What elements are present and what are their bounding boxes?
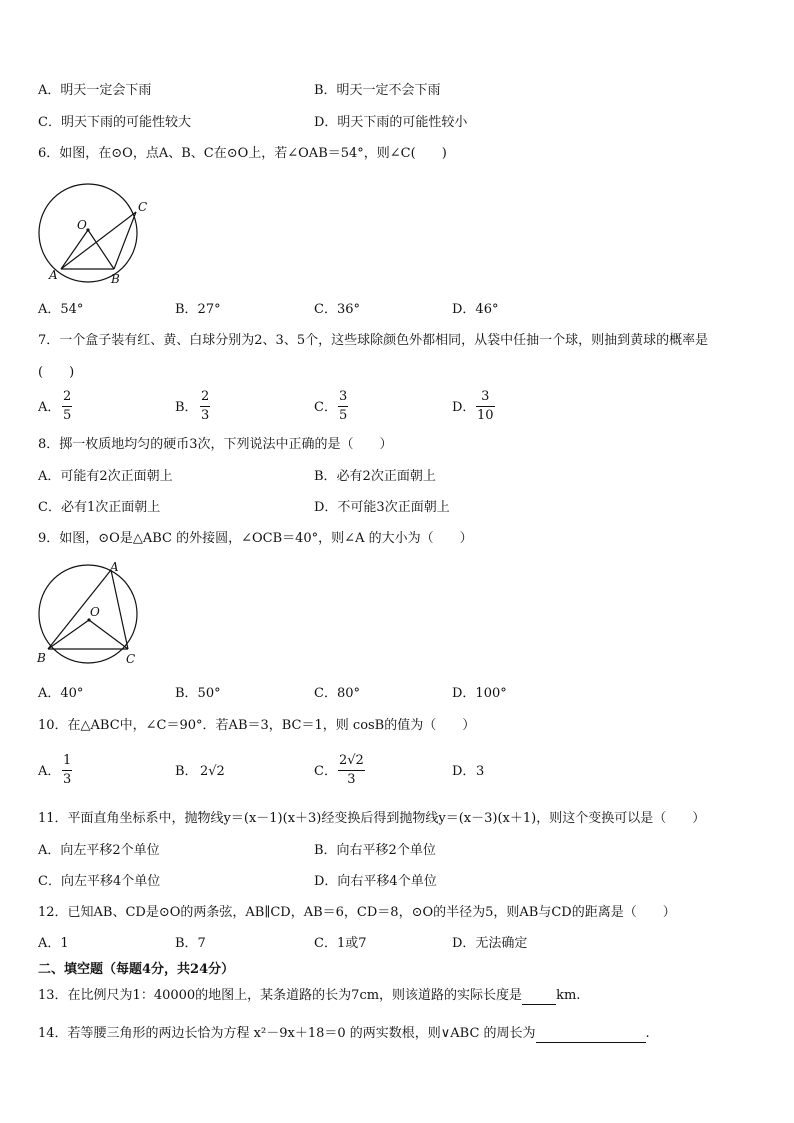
q5-option-a: A．明天一定会下雨 xyxy=(38,83,152,98)
q6-segment-ob xyxy=(88,230,114,269)
q6-option-c: C．36° xyxy=(314,302,360,317)
q13-answer-blank[interactable] xyxy=(522,1004,556,1005)
q6-option-a: A．54° xyxy=(38,302,84,317)
q10-option-b-label: B． xyxy=(175,764,198,779)
q13-text-before: 13．在比例尺为1：40000的地图上，某条道路的长为7cm，则该道路的实际长度是 xyxy=(38,988,523,1003)
q9-label-c: C xyxy=(126,652,136,666)
q9-circle xyxy=(39,565,137,663)
q7-option-a-label: A． xyxy=(38,400,61,415)
q9-segment-ob xyxy=(48,620,89,649)
q7-stem: 7．一个盒子装有红、黄、白球分别为2、3、5个，这些球除颜色外都相同，从袋中任抽一个球，则抽到黄球的概率是 xyxy=(38,333,709,348)
q10-option-a-label: A． xyxy=(38,764,61,779)
q14-text-after: . xyxy=(645,1026,650,1041)
q9-option-b: B．50° xyxy=(175,686,221,701)
q9-option-a: A．40° xyxy=(38,686,84,701)
q7-stem-cont: ( ) xyxy=(38,365,75,380)
q10-option-b-value: 2√2 xyxy=(200,764,225,779)
q12-stem: 12．已知AB、CD是⊙O的两条弦，AB∥CD，AB＝6，CD＝8，⊙O的半径为5，则AB与CD的距离是（ ） xyxy=(38,905,676,920)
q9-label-a: A xyxy=(110,560,119,574)
q8-option-b: B．必有2次正面朝上 xyxy=(314,469,436,484)
section-title-fill-in: 二、填空题（每题4分，共24分） xyxy=(38,962,235,977)
q12-option-c: C．1或7 xyxy=(314,936,367,951)
q10-option-d-label: D． xyxy=(452,764,476,779)
q9-option-d: D．100° xyxy=(452,686,507,701)
q6-stem: 6．如图，在⊙O，点A、B、C在⊙O上，若∠OAB＝54°，则∠C( ) xyxy=(38,146,447,161)
q12-option-d: D．无法确定 xyxy=(452,936,528,951)
q12-option-a: A．1 xyxy=(38,936,69,951)
q6-circle-figure xyxy=(32,178,162,290)
q7-option-b-label: B． xyxy=(175,400,198,415)
q10-option-c-label: C． xyxy=(314,764,337,779)
q10-stem: 10．在△ABC中，∠C＝90°．若AB＝3，BC＝1，则 cosB的值为（ ） xyxy=(38,718,476,733)
q6-option-b: B．27° xyxy=(175,302,221,317)
q6-label-b: B xyxy=(111,272,120,286)
q11-stem: 11．平面直角坐标系中，抛物线y＝(x－1)(x＋3)经变换后得到抛物线y＝(x－3)(x＋1)，则这个变换可以是（ ） xyxy=(38,811,706,826)
q7-option-c-fraction: 3 5 xyxy=(339,389,348,423)
q9-stem: 9．如图，⊙O是△ABC 的外接圆，∠OCB＝40°，则∠A 的大小为（ ） xyxy=(38,531,473,546)
q13-stem xyxy=(38,987,580,1005)
q9-label-b: B xyxy=(37,651,46,665)
q6-center-dot xyxy=(86,228,89,231)
q5-option-c: C．明天下雨的可能性较大 xyxy=(38,115,191,130)
q6-segment-oa xyxy=(61,230,88,269)
q6-label-a: A xyxy=(49,268,58,282)
q7-option-a-fraction: 2 5 xyxy=(63,389,72,423)
q7-option-b-fraction: 2 3 xyxy=(201,389,210,423)
q10-option-c-fraction: 2√2 3 xyxy=(339,753,364,787)
q5-option-d: D．明天下雨的可能性较小 xyxy=(314,115,468,130)
q7-option-d-fraction: 3 10 xyxy=(477,389,494,423)
q8-option-c: C．必有1次正面朝上 xyxy=(38,500,161,515)
q8-stem: 8．掷一枚质地均匀的硬币3次，下列说法中正确的是（ ） xyxy=(38,437,393,452)
q6-option-d: D．46° xyxy=(452,302,499,317)
q9-circle-figure xyxy=(30,558,160,670)
q7-option-c-label: C． xyxy=(314,400,337,415)
q9-segment-ab xyxy=(48,570,111,649)
q8-option-d: D．不可能3次正面朝上 xyxy=(314,500,450,515)
q7-option-d-label: D． xyxy=(452,400,476,415)
q6-label-o: O xyxy=(77,218,87,232)
q5-option-b: B．明天一定不会下雨 xyxy=(314,83,441,98)
q14-stem xyxy=(38,1025,650,1043)
q14-answer-blank[interactable] xyxy=(536,1042,646,1043)
q10-option-a-fraction: 1 3 xyxy=(63,753,72,787)
q13-text-after: km. xyxy=(556,988,581,1003)
q6-label-c: C xyxy=(138,200,148,214)
q14-text-before: 14．若等腰三角形的两边长恰为方程 x²－9x＋18＝0 的两实数根，则∨ABC 的周长为 xyxy=(38,1026,536,1041)
q9-label-o: O xyxy=(90,605,100,619)
q11-option-d: D．向右平移4个单位 xyxy=(314,874,437,889)
q11-option-a: A．向左平移2个单位 xyxy=(38,843,160,858)
q9-option-c: C．80° xyxy=(314,686,360,701)
q11-option-c: C．向左平移4个单位 xyxy=(38,874,161,889)
q11-option-b: B．向右平移2个单位 xyxy=(314,843,436,858)
q8-option-a: A．可能有2次正面朝上 xyxy=(38,469,173,484)
q10-option-d-value: 3 xyxy=(476,764,485,779)
q12-option-b: B．7 xyxy=(175,936,206,951)
